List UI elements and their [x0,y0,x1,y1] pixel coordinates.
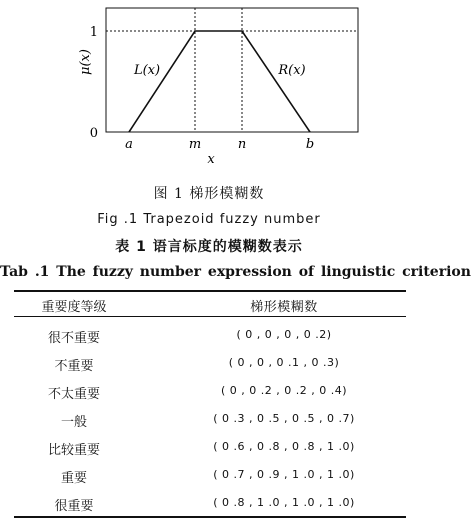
row-level: 不太重要 [47,387,100,402]
row-fuzzy-number: ( 0 , 0 .2 , 0 .2 , 0 .4) [220,384,348,397]
row-level: 一般 [60,415,87,430]
table-title-cn: 表 1 语言标度的模糊数表示 [115,239,303,255]
table-row [14,434,406,462]
x-tick-label: a [125,137,133,152]
header-importance-level: 重要度等级 [41,300,107,315]
row-level: 比较重要 [47,443,100,458]
table-row [14,322,406,350]
row-level: 重要 [60,471,87,486]
x-axis-label: x [207,152,215,167]
x-tick-label: b [305,137,315,152]
table-row [14,378,406,406]
table-row [14,490,406,518]
figure-caption-cn: 图 1 梯形模糊数 [153,186,265,202]
trapezoid-figure [0,0,418,180]
series-line [129,31,310,132]
row-fuzzy-number: ( 0 .7 , 0 .9 , 1 .0 , 1 .0) [213,468,355,481]
table-row [14,350,406,378]
y-tick-label: 0 [89,126,98,141]
figure-caption-en: Fig .1 Trapezoid fuzzy number [97,212,321,227]
x-tick-label: n [237,137,247,152]
table-row [14,406,406,434]
left-curve-label: L(x) [133,63,161,78]
fuzzy-number-table [14,296,406,518]
row-fuzzy-number: ( 0 .3 , 0 .5 , 0 .5 , 0 .7) [213,412,355,425]
x-tick-label: m [188,137,202,152]
y-axis-label: μ(x) [78,49,93,75]
table-header-row [14,296,406,322]
row-fuzzy-number: ( 0 , 0 , 0 , 0 .2) [236,328,332,341]
row-fuzzy-number: ( 0 .8 , 1 .0 , 1 .0 , 1 .0) [213,496,355,509]
row-level: 很不重要 [47,331,100,346]
row-level: 很重要 [54,499,94,514]
row-level: 不重要 [54,359,94,374]
row-fuzzy-number: ( 0 .6 , 0 .8 , 0 .8 , 1 .0) [213,440,355,453]
table-row [14,462,406,490]
right-curve-label: R(x) [278,63,306,78]
table-title-en: Tab .1 The fuzzy number expression of linguistic criterion [0,264,471,280]
y-tick-label: 1 [89,25,98,40]
header-trapezoid-fuzzy-number: 梯形模糊数 [250,300,318,315]
table-top-rule [14,290,406,292]
row-fuzzy-number: ( 0 , 0 , 0 .1 , 0 .3) [228,356,340,369]
